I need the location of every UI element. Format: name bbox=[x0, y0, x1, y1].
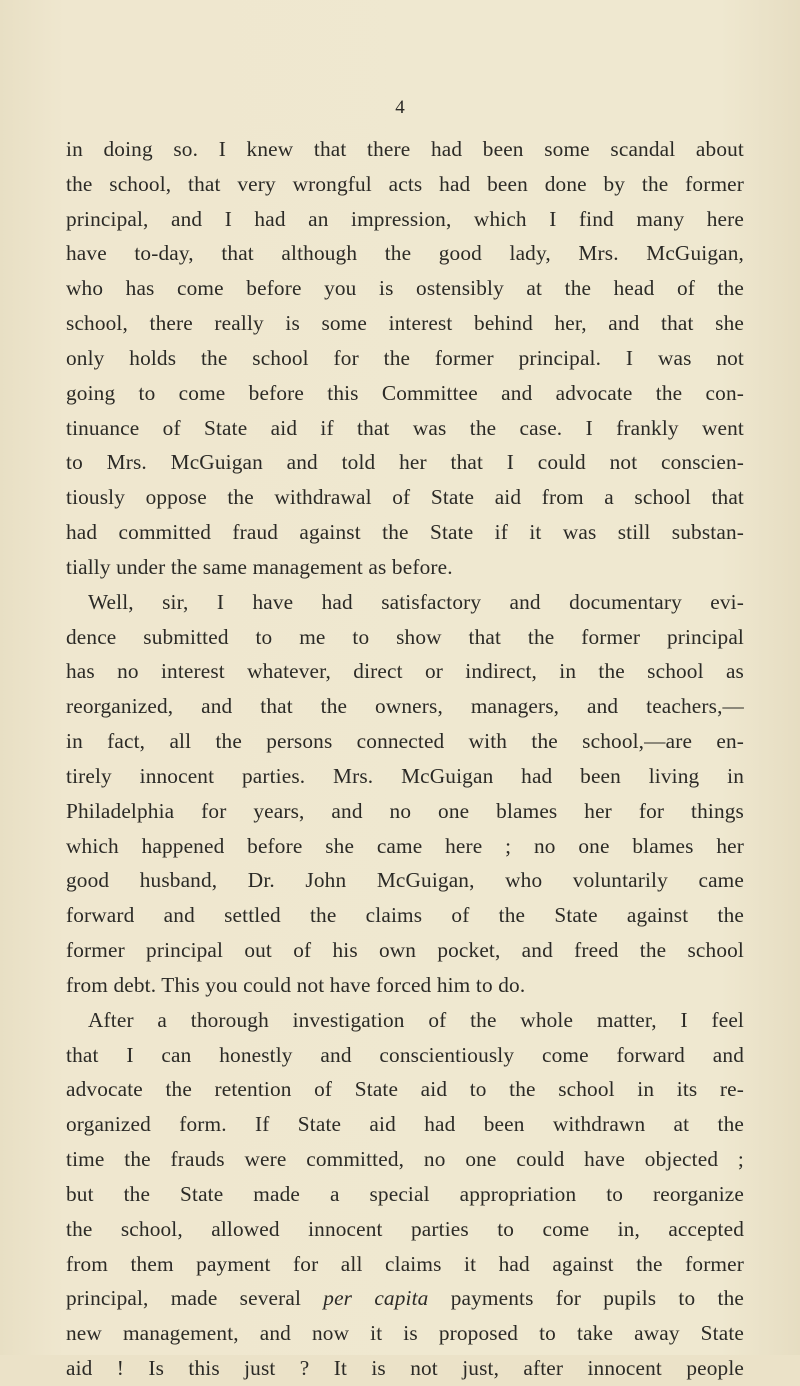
text-line: who has come before you is ostensibly at the head of the bbox=[66, 276, 744, 301]
text-line: has no interest whatever, direct or indirect, in the school as bbox=[66, 659, 744, 684]
text-line: tirely innocent parties. Mrs. McGuigan had been living in bbox=[66, 763, 744, 788]
text-line: in fact, all the persons connected with the school,—are en- bbox=[66, 729, 744, 754]
text-line: organized form. If State aid had been withdrawn at the bbox=[66, 1112, 744, 1137]
text-line: former principal out of his own pocket, and freed the school bbox=[66, 938, 744, 963]
text-line: to Mrs. McGuigan and told her that I could not conscien- bbox=[66, 450, 744, 475]
text-line: advocate the retention of State aid to the school in its re- bbox=[66, 1077, 744, 1102]
text-line: have to-day, that although the good lady, Mrs. McGuigan, bbox=[66, 241, 744, 266]
text-line: tinuance of State aid if that was the case. I frankly went bbox=[66, 415, 744, 440]
text-line: going to come before this Committee and advocate the con- bbox=[66, 380, 744, 405]
text-line: had committed fraud against the State if it was still substan- bbox=[66, 520, 744, 545]
body-text bbox=[66, 132, 744, 1386]
paragraph-start-line: After a thorough investigation of the whole matter, I feel bbox=[88, 1007, 744, 1032]
text-segment: principal, made several bbox=[66, 1286, 324, 1311]
text-segment: payments for pupils to the bbox=[428, 1286, 744, 1311]
text-line: school, there really is some interest behind her, and that she bbox=[66, 311, 744, 336]
text-line: which happened before she came here ; no one blames her bbox=[66, 833, 744, 858]
text-line: aid ! Is this just ? It is not just, after innocent people bbox=[66, 1355, 744, 1380]
text-line: good husband, Dr. John McGuigan, who voluntarily came bbox=[66, 868, 744, 893]
text-line: Philadelphia for years, and no one blames her for things bbox=[66, 798, 744, 823]
text-line: that I can honestly and conscientiously come forward and bbox=[66, 1042, 744, 1067]
text-line: forward and settled the claims of the State against the bbox=[66, 903, 744, 928]
text-line: from them payment for all claims it had against the former bbox=[66, 1251, 744, 1276]
text-line: the school, that very wrongful acts had been done by the former bbox=[66, 171, 744, 196]
paragraph-end-line: tially under the same management as before. bbox=[66, 554, 453, 579]
text-line: but the State made a special appropriation to reorganize bbox=[66, 1181, 744, 1206]
text-line: principal, and I had an impression, which I find many here bbox=[66, 206, 744, 231]
text-line: time the frauds were committed, no one could have objected ; bbox=[66, 1147, 744, 1172]
text-line: new management, and now it is proposed to take away State bbox=[66, 1321, 744, 1346]
italic-phrase: per capita bbox=[323, 1286, 429, 1311]
text-line: in doing so. I knew that there had been some scandal about bbox=[66, 137, 744, 161]
page-number: 4 bbox=[395, 97, 405, 118]
text-line: the school, allowed innocent parties to come in, accepted bbox=[66, 1216, 744, 1241]
text-line: dence submitted to me to show that the former principal bbox=[66, 624, 744, 649]
text-line: only holds the school for the former principal. I was not bbox=[66, 345, 744, 370]
paragraph-end-line: from debt. This you could not have forced him to do. bbox=[66, 972, 526, 997]
paragraph-start-line: Well, sir, I have had satisfactory and documentary evi- bbox=[88, 589, 744, 614]
text-line bbox=[66, 1281, 744, 1316]
text-line: tiously oppose the withdrawal of State aid from a school that bbox=[66, 485, 744, 510]
text-line: reorganized, and that the owners, managers, and teachers,— bbox=[66, 694, 744, 719]
